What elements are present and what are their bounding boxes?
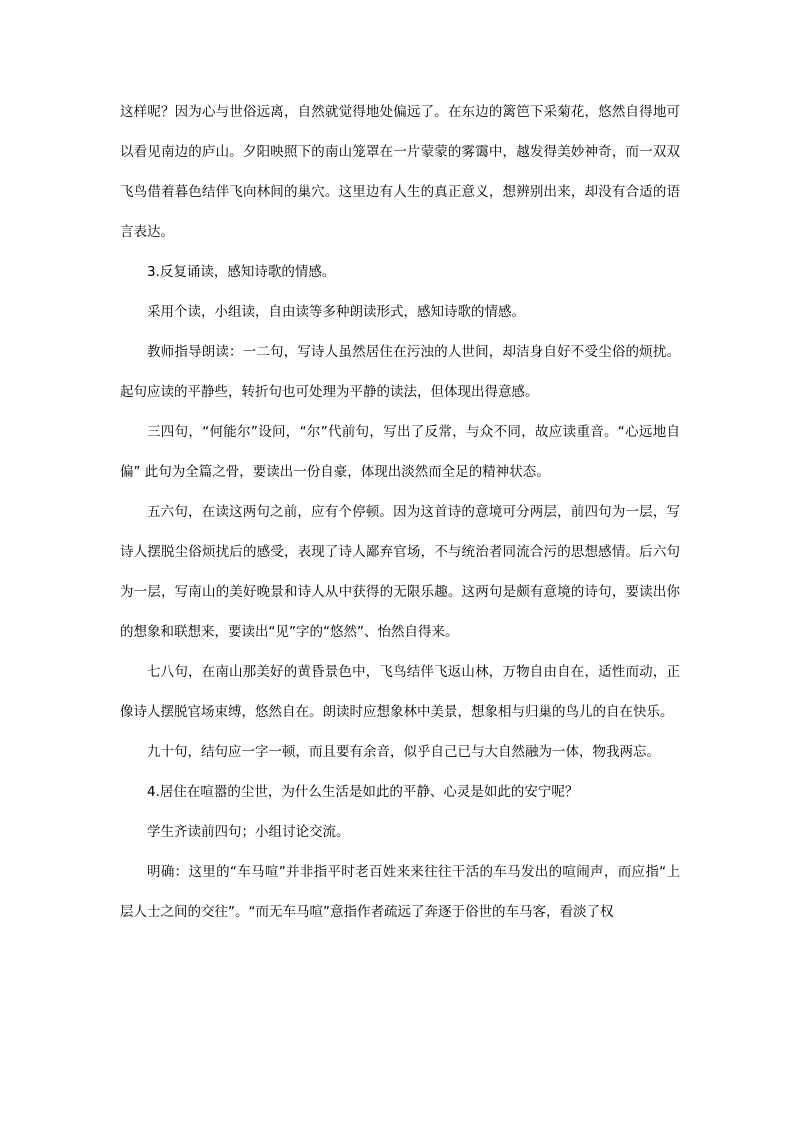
paragraph-group-discussion: 学生齐读前四句；小组讨论交流。 — [147, 824, 350, 840]
paragraph-reading-forms: 采用个读，小组读，自由读等多种朗读形式，感知诗歌的情感。 — [147, 304, 525, 320]
document-body — [120, 92, 680, 932]
paragraph-lines-3-4: 三四句，“何能尔”设问，“尔”代前句，写出了反常，与众不同，故应读重音。“心远地自偏” 此句为全篇之骨，要读出一份自豪，体现出淡然而全足的精神状态。 — [120, 424, 680, 480]
paragraph-lines-5-6: 五六句，在读这两句之前，应有个停顿。因为这首诗的意境可分两层，前四句为一层，写诗人摆脱尘俗烦扰后的感受，表现了诗人鄙弃官场，不与统治者同流合污的思想感情。后六句为一层，写南山的美好晚景和诗人从中获得的无限乐趣。这两句是颇有意境的诗句，要读出你的想象和联想来，要读出“见”字的“悠然”、怡然自得来。 — [120, 504, 680, 640]
paragraph-lines-1-2: 教师指导朗读：一二句，写诗人虽然居住在污浊的人世间，却洁身自好不受尘俗的烦扰。起句应读的平静些，转折句也可处理为平静的读法，但体现出得意感。 — [120, 344, 680, 400]
heading-step-3: 3.反复诵读，感知诗歌的情感。 — [147, 264, 336, 280]
paragraph-lines-9-10: 九十句，结句应一字一顿，而且要有余音，似乎自己已与大自然融为一体，物我两忘。 — [147, 744, 660, 760]
paragraph-lines-7-8: 七八句，在南山那美好的黄昏景色中，飞鸟结伴飞返山林，万物自由自在，适性而动，正像诗人摆脱官场束缚，悠然自在。朗读时应想象林中美景，想象相与归巢的鸟儿的自在快乐。 — [120, 664, 680, 720]
heading-step-4: 4.居住在喧嚣的尘世，为什么生活是如此的平静、心灵是如此的安宁呢？ — [147, 784, 579, 800]
paragraph-continuation: 这样呢？因为心与世俗远离，自然就觉得地处偏远了。在东边的篱笆下采菊花，悠然自得地可以看见南边的庐山。夕阳映照下的南山笼罩在一片蒙蒙的雾霭中，越发得美妙神奇，而一双双飞鸟借着暮色结伴飞向林间的巢穴。这里边有人生的真正意义，想辨别出来，却没有合适的语言表达。 — [120, 104, 680, 240]
paragraph-clarification: 明确：这里的“车马喧”并非指平时老百姓来来往往干活的车马发出的喧闹声，而应指“上层人士之间的交往”。“而无车马喧”意指作者疏远了奔逐于俗世的车马客，看淡了权 — [120, 864, 680, 920]
